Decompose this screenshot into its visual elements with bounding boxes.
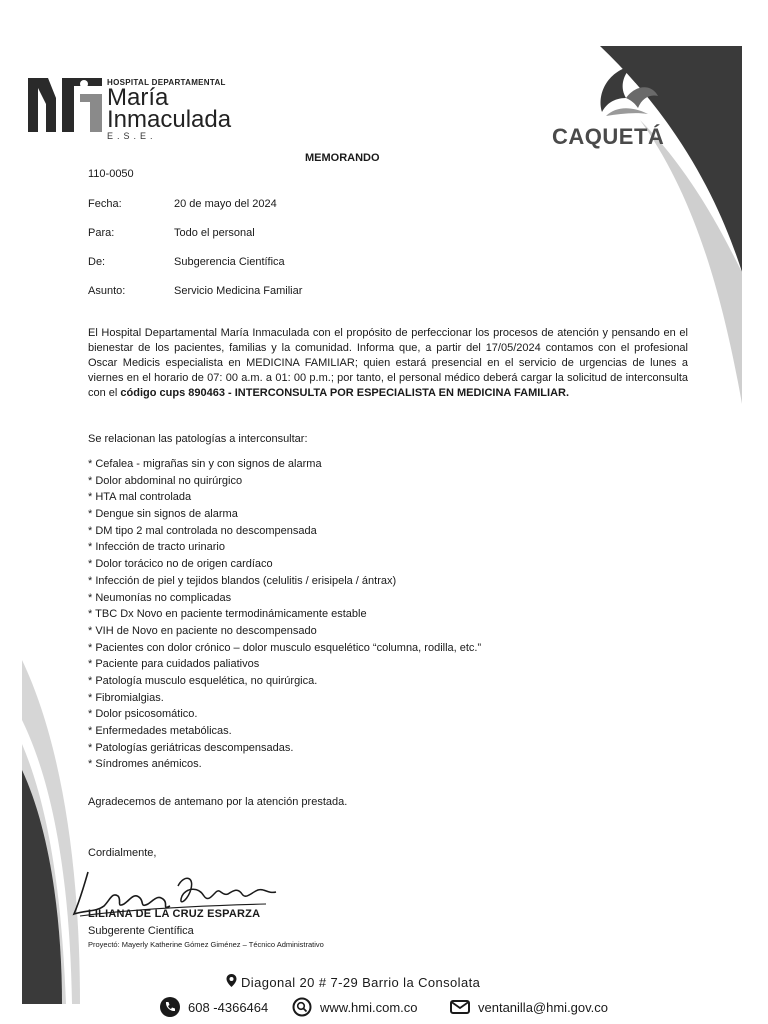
memo-code: 110-0050 [88, 168, 134, 180]
memo-body [88, 326, 688, 401]
list-item: * Dolor torácico no de origen cardíaco [88, 558, 273, 571]
field-label: De: [88, 256, 106, 268]
field-label: Asunto: [88, 285, 126, 297]
footer-email [450, 997, 608, 1017]
field-de [88, 256, 285, 268]
list-item: * Infección de piel y tejidos blandos (celulitis / erisipela / ántrax) [88, 574, 397, 587]
list-item: * VIH de Novo en paciente no descompensado [88, 624, 317, 637]
address-text: Diagonal 20 # 7-29 Barrio la Consolata [241, 975, 481, 990]
memo-body-text: El Hospital Departamental María Inmaculada con el propósito de perfeccionar los procesos de atención y pensando en el bienestar de los pacientes, familias y la comunidad. Informa que, a partir del 17/05/2024 contamos con el profesional Oscar Medicis especialista en MEDICINA FAMILIAR; quien estará presencial en el servicio de urgencias de lunes a viernes en el horario de 07: 00 a.m. a 01: 00 p.m.; por tanto, el personal médico deberá cargar la solicitud de interconsulta con el [88, 327, 688, 399]
pathologies-list [88, 456, 481, 773]
list-item: * Pacientes con dolor crónico – dolor musculo esquelético “columna, rodilla, etc.” [88, 641, 482, 654]
email-icon [450, 997, 470, 1017]
web-link[interactable]: www.hmi.com.co [320, 999, 418, 1015]
thanks-line: Agradecemos de antemano por la atención prestada. [88, 796, 348, 808]
memo-title: MEMORANDO [305, 152, 380, 164]
field-label: Para: [88, 227, 115, 239]
signer-title: Subgerente Científica [88, 925, 194, 937]
phone-text: 608 -4366464 [188, 999, 269, 1015]
closing-line: Cordialmente, [88, 847, 157, 859]
list-item: * Dolor psicosomático. [88, 708, 198, 721]
list-item: * Patología musculo esquelética, no quirúrgica. [88, 674, 318, 687]
hospital-ese: E.S.E. [107, 131, 157, 141]
field-label: Fecha: [88, 198, 122, 210]
list-item: * DM tipo 2 mal controlada no descompensada [88, 524, 317, 537]
web-search-icon [292, 997, 312, 1017]
list-item: * Fibromialgias. [88, 691, 164, 704]
pathologies-intro: Se relacionan las patologías a interconsultar: [88, 433, 308, 445]
field-value: 20 de mayo del 2024 [174, 198, 277, 210]
hospital-line: HOSPITAL DEPARTAMENTAL [107, 78, 226, 87]
list-item: * Paciente para cuidados paliativos [88, 658, 260, 671]
caqueta-emblem-icon [592, 62, 662, 122]
list-item: * HTA mal controlada [88, 491, 192, 504]
hospital-name-2: Inmaculada [107, 106, 232, 133]
phone-icon [160, 997, 180, 1017]
footer-address [226, 974, 480, 990]
footer-web [292, 997, 418, 1017]
field-asunto [88, 285, 302, 297]
caqueta-logo-text: CAQUETÁ [552, 124, 665, 149]
list-item: * Dolor abdominal no quirúrgico [88, 474, 243, 487]
field-value: Todo el personal [174, 227, 255, 239]
field-value: Subgerencia Científica [174, 256, 285, 268]
list-item: * Patologías geriátricas descompensadas. [88, 741, 294, 754]
list-item: * Dengue sin signos de alarma [88, 508, 238, 521]
list-item: * Síndromes anémicos. [88, 758, 202, 771]
list-item: * Cefalea - migrañas sin y con signos de alarma [88, 458, 322, 470]
list-item: * Neumonías no complicadas [88, 591, 232, 604]
footer-phone [160, 997, 268, 1017]
field-para [88, 227, 255, 239]
projected-by: Proyectó: Mayerly Katherine Gómez Giménez – Técnico Administrativo [88, 940, 324, 949]
hospital-logo-text [107, 78, 231, 141]
list-item: * Enfermedades metabólicas. [88, 725, 232, 737]
field-fecha [88, 198, 277, 210]
signer-name: LILIANA DE LA CRUZ ESPARZA [88, 908, 261, 920]
hospital-name-1: María [107, 84, 169, 111]
field-value: Servicio Medicina Familiar [174, 285, 303, 297]
list-item: * TBC Dx Novo en paciente termodinámicamente estable [88, 608, 367, 621]
memo-body-bold: código cups 890463 - INTERCONSULTA POR ESPECIALISTA EN MEDICINA FAMILIAR. [120, 387, 570, 399]
location-pin-icon [226, 974, 237, 987]
list-item: * Infección de tracto urinario [88, 541, 225, 554]
email-link[interactable]: ventanilla@hmi.gov.co [478, 999, 609, 1015]
